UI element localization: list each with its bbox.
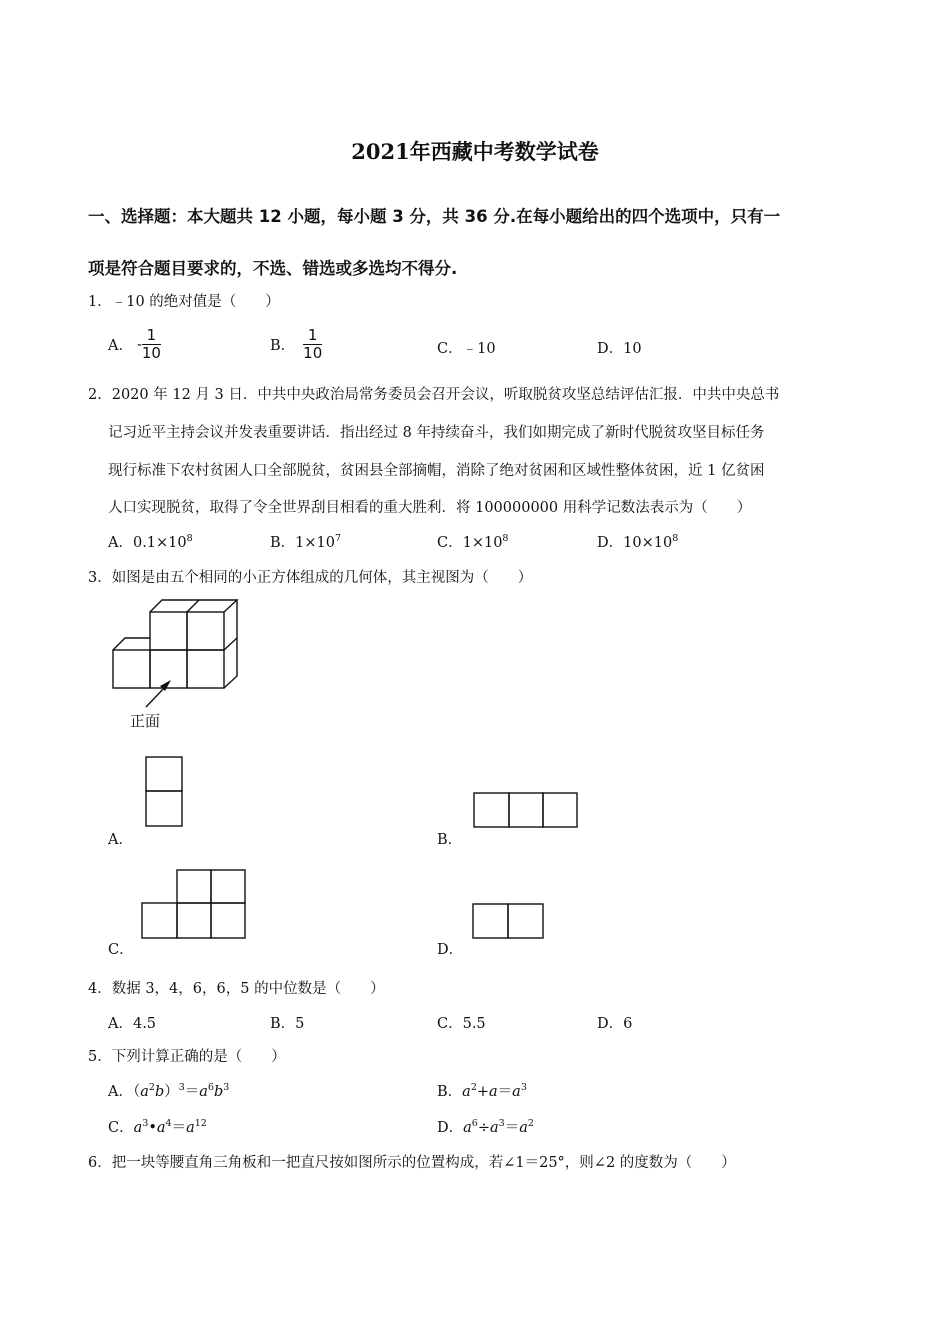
exponent: 8: [502, 533, 509, 544]
question-3-option-d: D．: [437, 942, 464, 958]
question-3-option-a: A．: [108, 832, 133, 848]
question-1-option-c: C．﹣10: [437, 341, 496, 357]
math-expression: $(a^2b)^3=a^6b^3$: [132, 1082, 230, 1100]
math-expression: $a^3•a^4=a^{12}$: [133, 1118, 207, 1136]
option-label: B．: [437, 1084, 463, 1100]
question-1-stem: 1．﹣10 的绝对值是（ ）: [88, 294, 280, 310]
question-3-stem: 3．如图是由五个相同的小正方体组成的几何体，其主视图为（ ）: [88, 570, 533, 586]
question-2-line-2: 记习近平主持会议并发表重要讲话．指出经过 8 年持续奋斗，我们如期完成了新时代脱贫攻坚目标任务: [108, 425, 765, 441]
question-4-option-b: B．5: [270, 1016, 305, 1032]
question-3-option-b: B．: [437, 832, 463, 848]
fraction-numerator: 1: [303, 327, 322, 345]
option-label: C．: [108, 1120, 134, 1136]
question-5-option-c: [108, 1116, 207, 1137]
option-text: B．1×10: [270, 535, 335, 551]
option-text: C．1×10: [437, 535, 503, 551]
section-heading-line-2: 项是符合题目要求的，不选、错选或多选均不得分.: [88, 259, 458, 278]
math-expression: $a^2+a=a^3$: [462, 1082, 527, 1100]
section-heading-line-1: 一、选择题：本大题共 12 小题，每小题 3 分，共 36 分.在每小题给出的四个选项中，只有一: [88, 207, 781, 226]
question-2-line-4: 人口实现脱贫，取得了令全世界刮目相看的重大胜利．将 100000000 用科学记数法表示为（ ）: [108, 500, 752, 516]
question-5-option-b: [437, 1080, 527, 1101]
option-label: B．: [270, 338, 296, 354]
option-text: D．10×10: [597, 535, 673, 551]
option-label: A．: [108, 338, 133, 354]
exponent: 8: [186, 533, 193, 544]
question-2-line-1: 2．2020 年 12 月 3 日．中共中央政治局常务委员会召开会议，听取脱贫攻坚总结评估汇报．中共中央总书: [88, 387, 780, 403]
front-label: 正面: [130, 712, 161, 730]
question-5-option-a: [108, 1080, 229, 1101]
option-label: A．: [108, 1084, 133, 1100]
option-text: A．0.1×10: [108, 535, 187, 551]
question-1-option-d: D．10: [597, 341, 642, 357]
minus-sign: -: [136, 336, 142, 353]
question-4-option-a: A．4.5: [108, 1016, 157, 1032]
exponent: 7: [334, 533, 342, 544]
question-4-option-d: D．6: [597, 1016, 633, 1032]
exponent: 8: [672, 533, 679, 544]
question-6-stem: 6．把一块等腰直角三角板和一把直尺按如图所示的位置构成，若∠1＝25°，则∠2 的度数为（ ）: [88, 1155, 736, 1171]
question-4-option-c: C．5.5: [437, 1016, 486, 1032]
question-4-stem: 4．数据 3，4，6，6，5 的中位数是（ ）: [88, 981, 385, 997]
option-label: D．: [437, 1120, 464, 1136]
math-expression: $a^6\div a^3=a^2$: [463, 1118, 534, 1136]
question-5-stem: 5．下列计算正确的是（ ）: [88, 1049, 286, 1065]
question-2-line-3: 现行标准下农村贫困人口全部脱贫，贫困县全部摘帽，消除了绝对贫困和区域性整体贫困，近 1 亿贫困: [108, 463, 765, 479]
question-5-option-d: [437, 1116, 534, 1137]
question-3-option-c: C．: [108, 942, 134, 958]
fraction-denominator: 10: [303, 344, 323, 362]
fraction-denominator: 10: [141, 344, 161, 362]
fraction-numerator: 1: [142, 327, 161, 345]
page-title: 2021年西藏中考数学试卷: [351, 139, 599, 164]
